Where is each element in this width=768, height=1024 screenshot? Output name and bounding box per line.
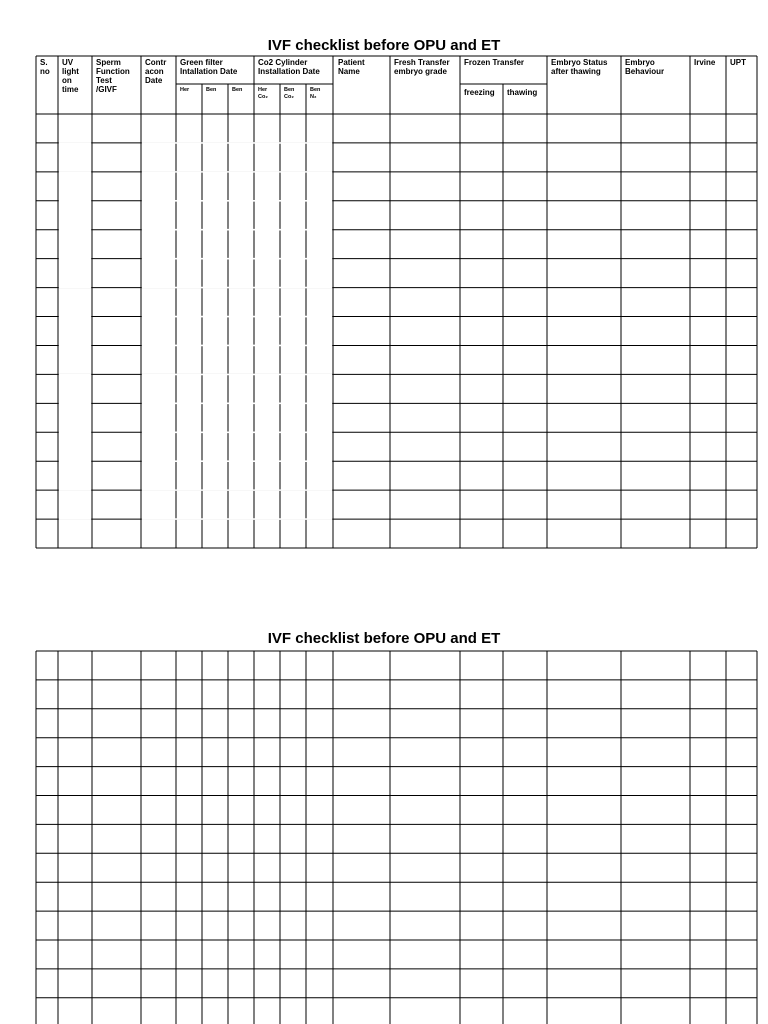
header-embryo-status: Embryo Status after thawing [551, 58, 608, 76]
checklist-title-top: IVF checklist before OPU and ET [267, 37, 501, 54]
header-sno: S. no [40, 58, 50, 76]
checklist-title-bottom: IVF checklist before OPU and ET [267, 630, 501, 647]
header-irvine: Irvine [694, 58, 716, 67]
header-uv-light: UV light on time [62, 58, 79, 94]
header-upt: UPT [730, 58, 746, 67]
header-frozen-transfer: Frozen Transfer [464, 58, 525, 67]
header-green-filter: Green filter Intallation Date [180, 58, 238, 76]
subheader-co2-her: Her Co₂ [258, 87, 268, 100]
subheader-green-her: Her [180, 87, 190, 93]
subheader-green-ben-2: Ben [232, 87, 243, 93]
subheader-thawing: thawing [507, 88, 538, 97]
header-sperm-function-test: Sperm Function Test /GIVF [96, 58, 130, 94]
subheader-freezing: freezing [464, 88, 495, 97]
header-patient-name: Patient Name [338, 58, 365, 76]
header-fresh-transfer: Fresh Transfer embryo grade [394, 58, 450, 76]
subheader-n2-ben: Ben N₂ [310, 87, 321, 100]
header-co2-cylinder: Co2 Cylinder Installation Date [258, 58, 320, 76]
subheader-co2-ben: Ben Co₂ [284, 87, 295, 100]
header-contracon-date: Contr acon Date [145, 58, 167, 85]
header-embryo-behaviour: Embryo Behaviour [625, 58, 665, 76]
subheader-green-ben-1: Ben [206, 87, 217, 93]
